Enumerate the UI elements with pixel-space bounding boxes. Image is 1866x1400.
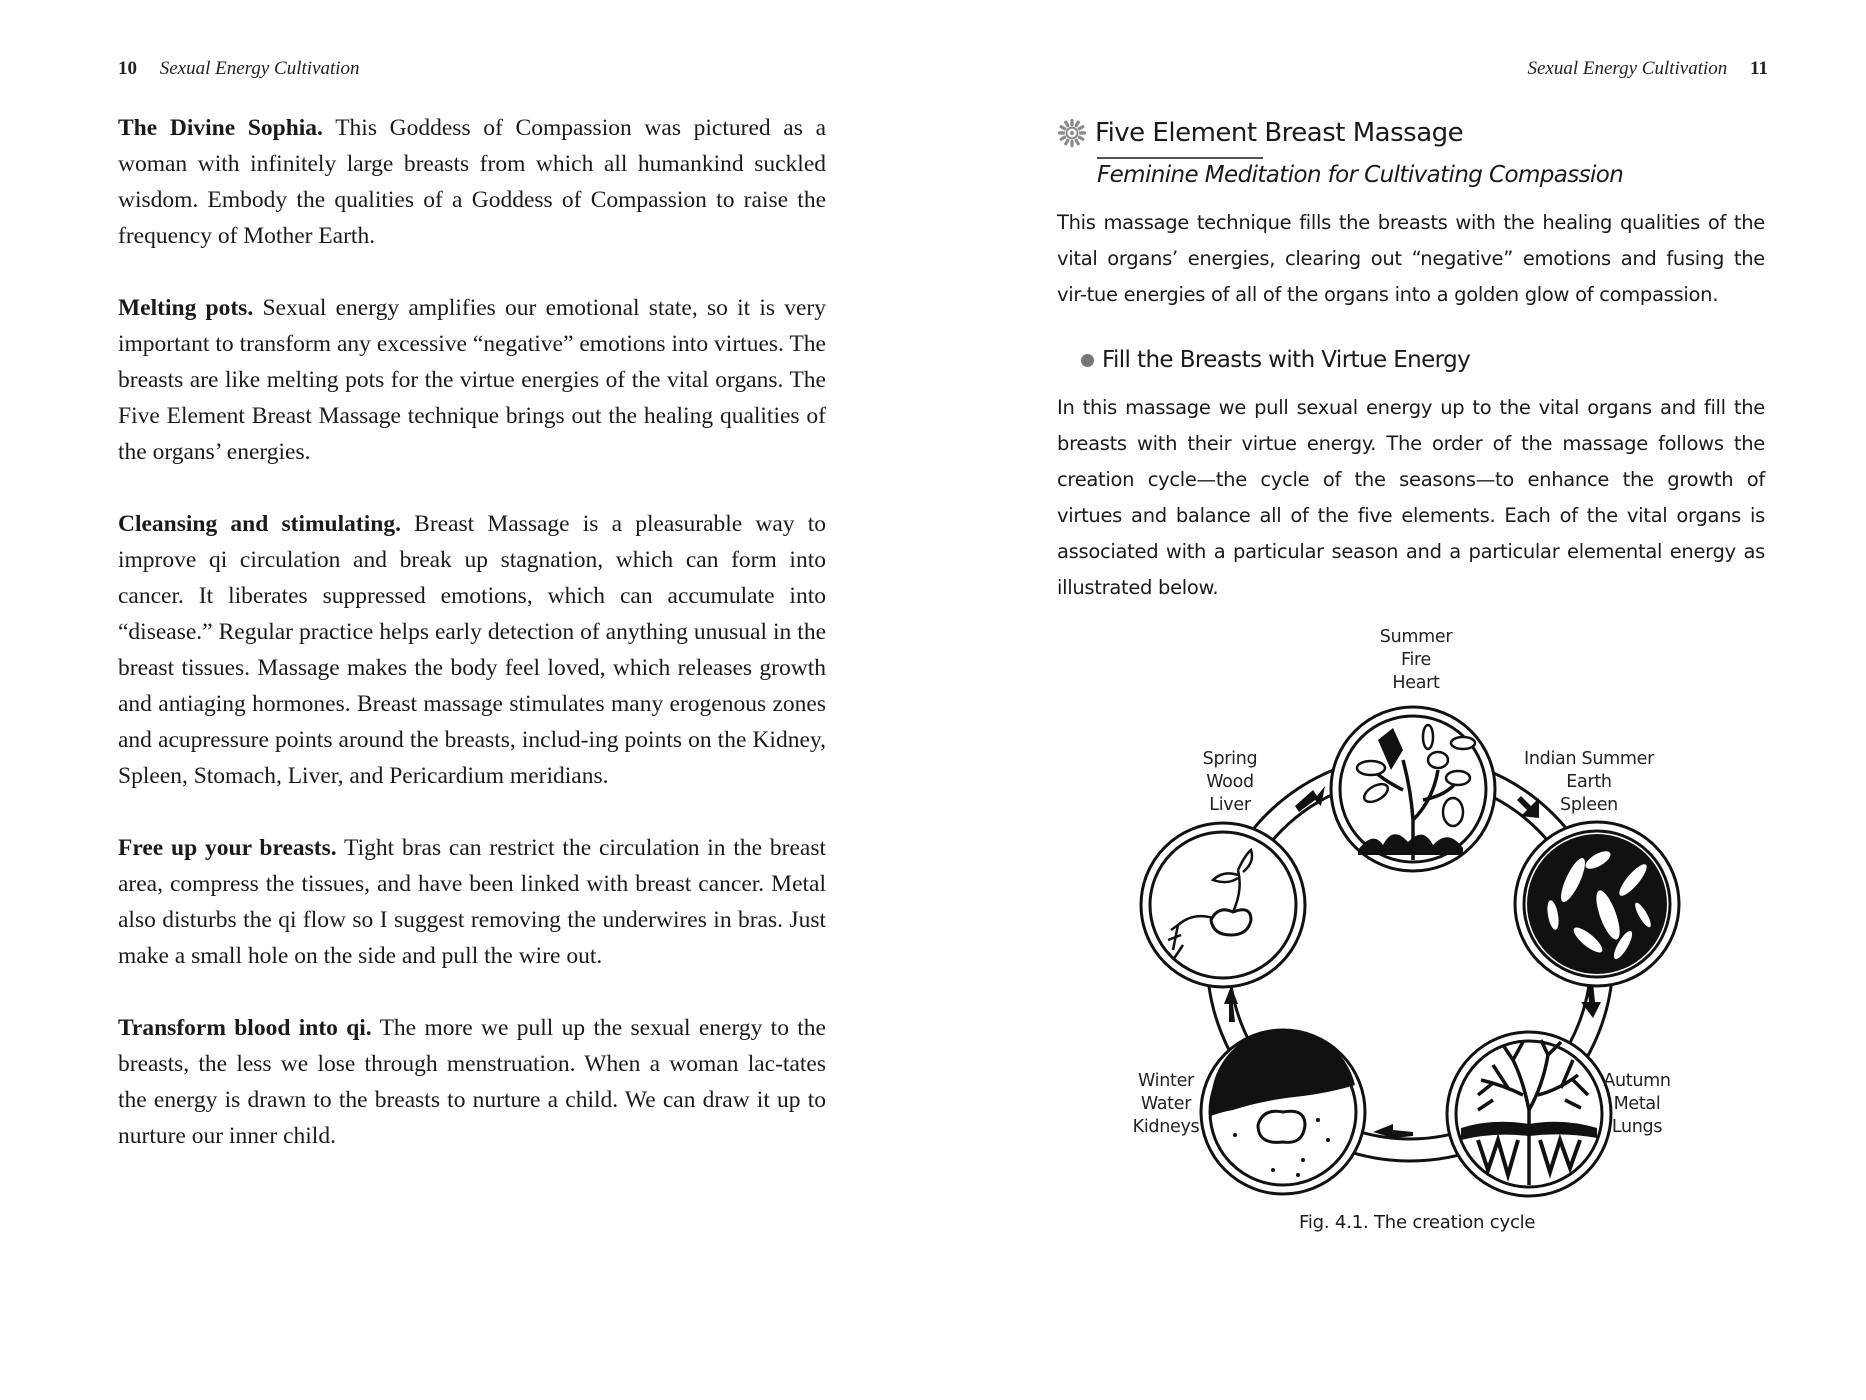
page-number: 10 (118, 58, 137, 79)
paragraph-lead: Melting pots. (118, 295, 254, 321)
paragraph-lead: The Divine Sophia. (118, 115, 323, 141)
paragraph-text: This Goddess of Compassion was pictured as a woman with infinitely large breasts from which all humankind suckled wisdom. Embody the qualities of a Goddess of Compassion to raise the frequency of Mother Earth. (118, 115, 826, 249)
section-subtitle: Feminine Meditation for Cultivating Compassion (1097, 162, 1624, 188)
organ-label: Liver (1209, 795, 1251, 815)
body-text-column (118, 110, 826, 1190)
season-label: Spring (1202, 749, 1258, 769)
label-indian-summer (1519, 748, 1659, 817)
element-label: Fire (1400, 650, 1432, 670)
node-winter-kidneys (1201, 1029, 1365, 1194)
season-label: Summer (1379, 627, 1453, 647)
element-label: Water (1140, 1094, 1192, 1114)
season-label: Indian Summer (1524, 749, 1654, 769)
paragraph-text: Tight bras can restrict the circulation in the breast area, compress the tissues, and have been linked with breast cancer. Metal also disturbs the qi flow so I suggest removing the underwires in bras. Just make a small hole on the side and pull the wire out. (118, 835, 826, 969)
paragraph-lead: Cleansing and stimulating. (118, 511, 401, 537)
label-summer (1373, 626, 1459, 695)
organ-label: Lungs (1611, 1117, 1663, 1137)
element-label: Earth (1566, 772, 1612, 792)
label-autumn (1597, 1070, 1677, 1139)
organ-label: Kidneys (1132, 1117, 1200, 1137)
subheading-text: Fill the Breasts with Virtue Energy (1102, 347, 1471, 373)
paragraph-free-up (118, 830, 826, 974)
intro-paragraph: This massage technique fills the breasts with the healing qualities of the vital organs’ energies, clearing out “negative” emotions and fusing the vir-tue energies of all of the organs into a golden glow of compassion. (1057, 211, 1765, 306)
figure-caption: Fig. 4.1. The creation cycle (1299, 1212, 1536, 1233)
running-head-title: Sexual Energy Cultivation (1527, 58, 1728, 79)
node-indian-summer-spleen (1515, 822, 1679, 986)
label-winter (1126, 1070, 1206, 1139)
organ-label: Spleen (1560, 795, 1618, 815)
paragraph-transform-blood (118, 1010, 826, 1154)
paragraph-divine-sophia (118, 110, 826, 254)
paragraph-melting-pots (118, 290, 826, 470)
page-number: 11 (1750, 58, 1768, 79)
paragraph-text: Sexual energy amplifies our emotional state, so it is very important to transform any excessive “negative” emotions into virtues. The breasts are like melting pots for the virtue energies of the vital organs. The Five Element Breast Massage technique brings out the healing qualities of the organs’ energies. (118, 295, 827, 465)
paragraph-lead: Free up your breasts. (118, 835, 337, 861)
node-summer-heart (1331, 707, 1495, 871)
label-spring (1193, 748, 1267, 817)
season-label: Winter (1138, 1071, 1194, 1091)
running-head-left (118, 58, 360, 80)
running-head-title: Sexual Energy Cultivation (159, 58, 360, 79)
creation-cycle-figure (933, 0, 1866, 1400)
right-page (933, 0, 1866, 1400)
section-title: Five Element Breast Massage (1095, 118, 1464, 148)
paragraph-text: Breast Massage is a pleasurable way to improve qi circulation and break up stagnation, which can form into cancer. It liberates suppressed emotions, which can accumulate into “disease.” Regular practice helps early detection of anything unusual in the breast tissues. Massage makes the body feel loved, which releases growth and antiaging hormones. Breast massage stimulates many erogenous zones and acupressure points around the breasts, includ-ing points on the Kidney, Spleen, Stomach, Liver, and Pericardium meridians. (118, 511, 826, 789)
node-spring-liver (1141, 823, 1305, 987)
season-label: Autumn (1603, 1071, 1671, 1091)
creation-cycle-diagram (933, 0, 1866, 1400)
element-label: Wood (1206, 772, 1254, 792)
paragraph-text: The more we pull up the sexual energy to the breasts, the less we lose through menstruation. When a woman lac-tates the energy is drawn to the breasts to nurture a child. We can draw it up to nurture our inner child. (118, 1015, 826, 1149)
organ-label: Heart (1392, 673, 1440, 693)
paragraph-lead: Transform blood into qi. (118, 1015, 372, 1041)
body-paragraph: In this massage we pull sexual energy up to the vital organs and fill the breasts with their virtue energy. The order of the massage follows the creation cycle—the cycle of the seasons—to enhance the growth of virtues and balance all of the five elements. Each of the vital organs is associated with a particular season and a particular elemental energy as illustrated below. (1057, 396, 1765, 599)
node-autumn-lungs (1447, 1032, 1611, 1196)
paragraph-cleansing (118, 506, 826, 794)
element-label: Metal (1613, 1094, 1661, 1114)
